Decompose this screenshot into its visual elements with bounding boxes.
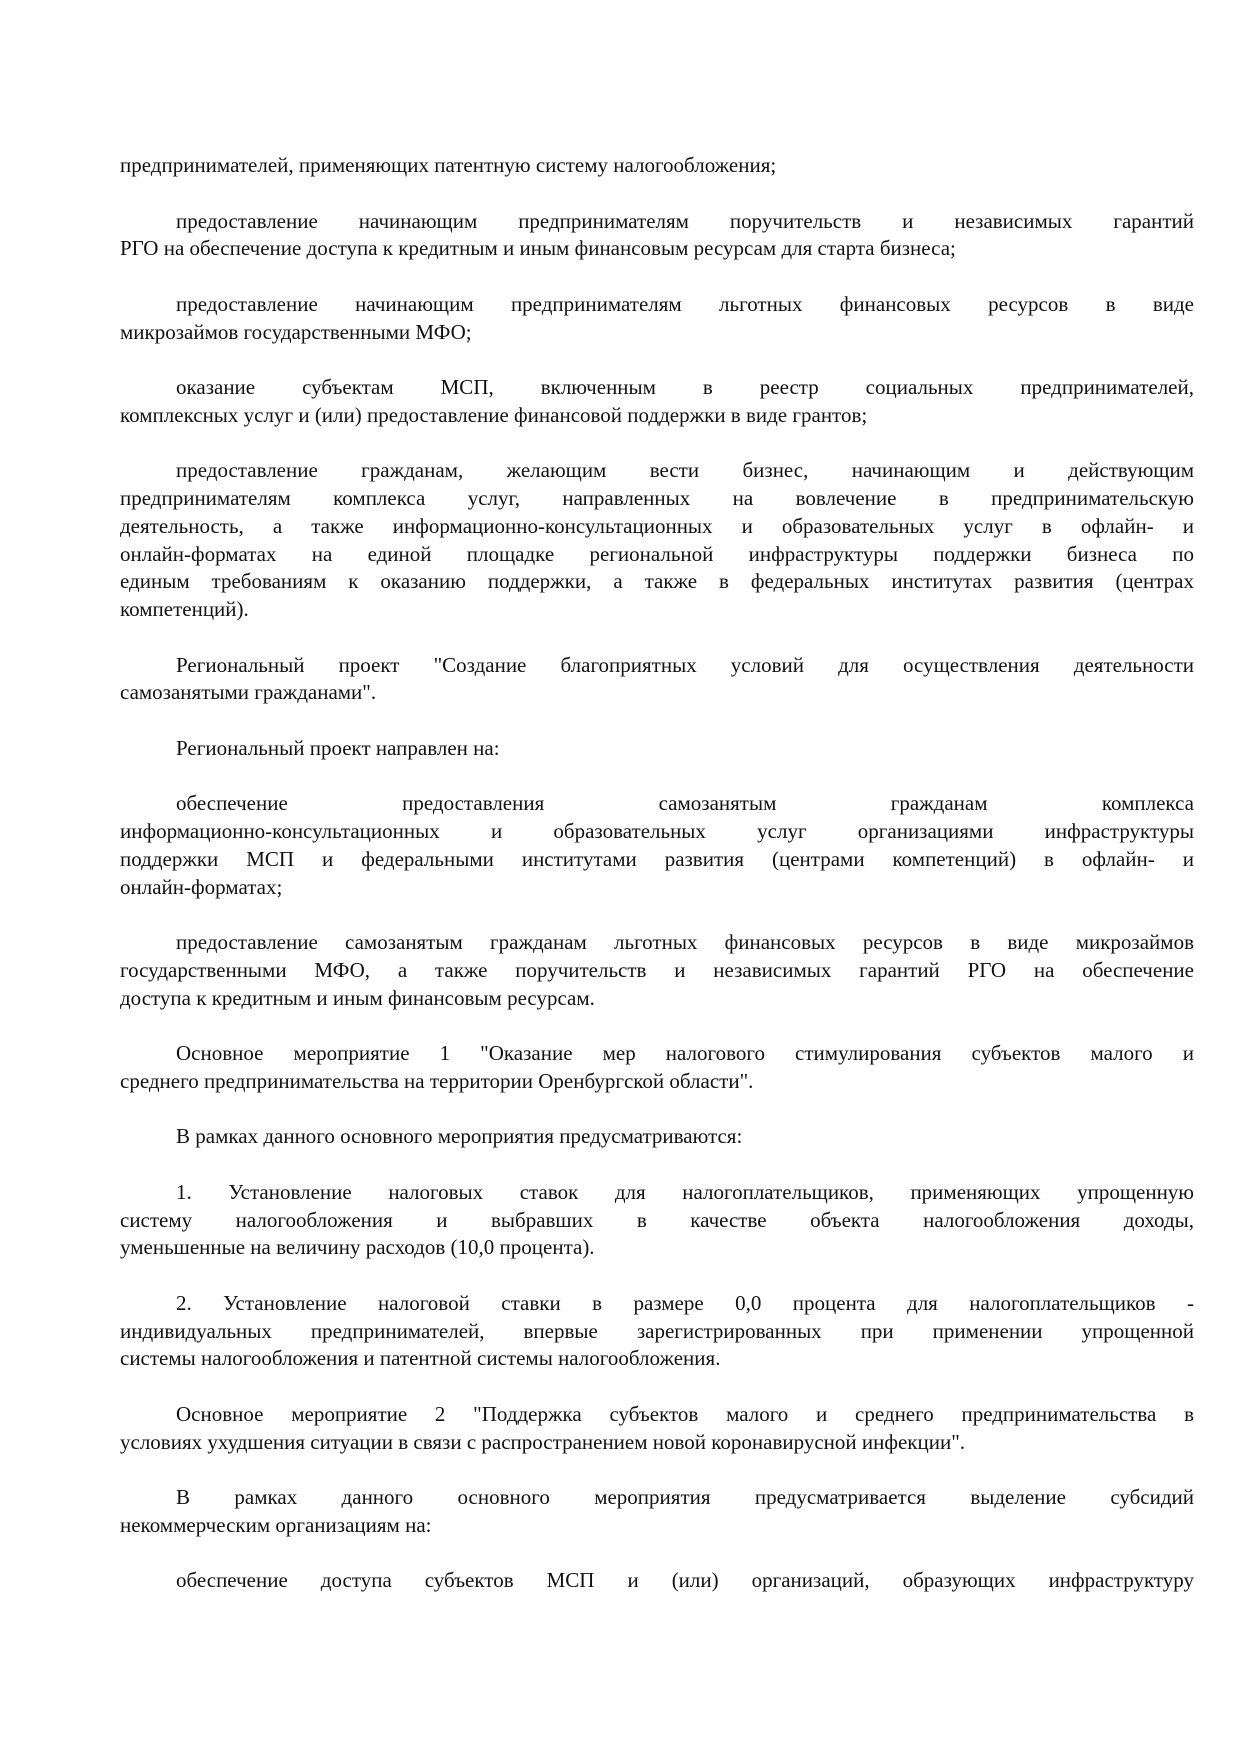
text-line: среднего предпринимательства на территории Оренбургской области". [120,1068,754,1093]
text-line: онлайн-форматах; [120,874,283,899]
document-page [120,152,1194,1623]
text-line: системы налогообложения и патентной системы налогообложения. [120,1346,721,1371]
text-line: предпринимателям комплекса услуг, направленных на вовлечение в предпринимательскую [120,486,1194,510]
text-line: компетенций). [120,597,249,621]
text-line: условиях ухудшения ситуации в связи с распространением новой коронавирусной инфекции". [120,1429,966,1454]
text-line: индивидуальных предпринимателей, впервые зарегистрированных при применении упрощенной [120,1318,1194,1343]
text-line: 1. Установление налоговых ставок для налогоплательщиков, применяющих упрощенную [176,1179,1194,1204]
text-line: Основное мероприятие 1 "Оказание мер налогового стимулирования субъектов малого и [176,1041,1194,1065]
text-line: РГО на обеспечение доступа к кредитным и иным финансовым ресурсам для старта бизнеса; [120,236,956,261]
paragraph [120,1484,1194,1540]
text-line: деятельность, а также информационно-консультационных и образовательных услуг в офлайн- и [120,513,1194,538]
text-line: предоставление начинающим предпринимателям льготных финансовых ресурсов в виде [176,291,1194,316]
text-line: некоммерческим организациям на: [120,1512,432,1537]
text-line: обеспечение доступа субъектов МСП и (или) организаций, образующих инфраструктуру [176,1568,1194,1593]
paragraph [120,374,1194,430]
text-line: государственными МФО, а также поручительств и независимых гарантий РГО на обеспечение [120,957,1194,982]
text-line: Региональный проект направлен на: [176,735,500,760]
text-line: поддержки МСП и федеральными институтами развития (центрами компетенций) в офлайн- и [120,846,1194,871]
text-line: В рамках данного основного мероприятия предусматриваются: [176,1124,743,1149]
paragraph [120,1040,1194,1096]
paragraph [120,457,1194,624]
text-line: оказание субъектам МСП, включенным в реестр социальных предпринимателей, [176,375,1194,399]
paragraph [120,929,1194,1012]
text-line: уменьшенные на величину расходов (10,0 процента). [120,1235,595,1260]
paragraph [120,1290,1194,1373]
paragraph [120,652,1194,708]
paragraph [120,291,1194,347]
text-line: В рамках данного основного мероприятия предусматривается выделение субсидий [176,1485,1194,1509]
paragraph [120,1179,1194,1262]
text-line: предоставление самозанятым гражданам льготных финансовых ресурсов в виде микрозаймов [176,930,1194,954]
text-line: онлайн-форматах на единой площадке региональной инфраструктуры поддержки бизнеса по [120,541,1194,566]
paragraph [120,1567,1194,1595]
text-line: Основное мероприятие 2 "Поддержка субъектов малого и среднего предпринимательства в [176,1401,1194,1426]
paragraph [120,208,1194,264]
paragraph [120,1401,1194,1457]
text-line: предоставление начинающим предпринимателям поручительств и независимых гарантий [176,208,1194,233]
text-line: Региональный проект "Создание благоприятных условий для осуществления деятельности [176,652,1194,677]
text-line: предоставление гражданам, желающим вести бизнес, начинающим и действующим [176,458,1194,483]
text-line: информационно-консультационных и образовательных услуг организациями инфраструктуры [120,819,1194,843]
text-line: предпринимателей, применяющих патентную систему налогообложения; [120,153,777,177]
paragraph [120,1123,1194,1151]
text-line: микрозаймов государственными МФО; [120,319,472,344]
text-line: единым требованиям к оказанию поддержки, а также в федеральных институтах развития (центрах [120,569,1194,594]
paragraph [120,790,1194,901]
paragraph [120,152,1194,180]
text-line: обеспечение предоставления самозанятым гражданам комплекса [176,791,1194,816]
text-line: самозанятыми гражданами". [120,680,377,705]
text-line: комплексных услуг и (или) предоставление финансовой поддержки в виде грантов; [120,402,868,427]
paragraph [120,735,1194,763]
text-line: систему налогообложения и выбравших в качестве объекта налогообложения доходы, [120,1207,1194,1232]
text-line: 2. Установление налоговой ставки в размере 0,0 процента для налогоплательщиков - [176,1290,1194,1315]
text-line: доступа к кредитным и иным финансовым ресурсам. [120,985,595,1010]
